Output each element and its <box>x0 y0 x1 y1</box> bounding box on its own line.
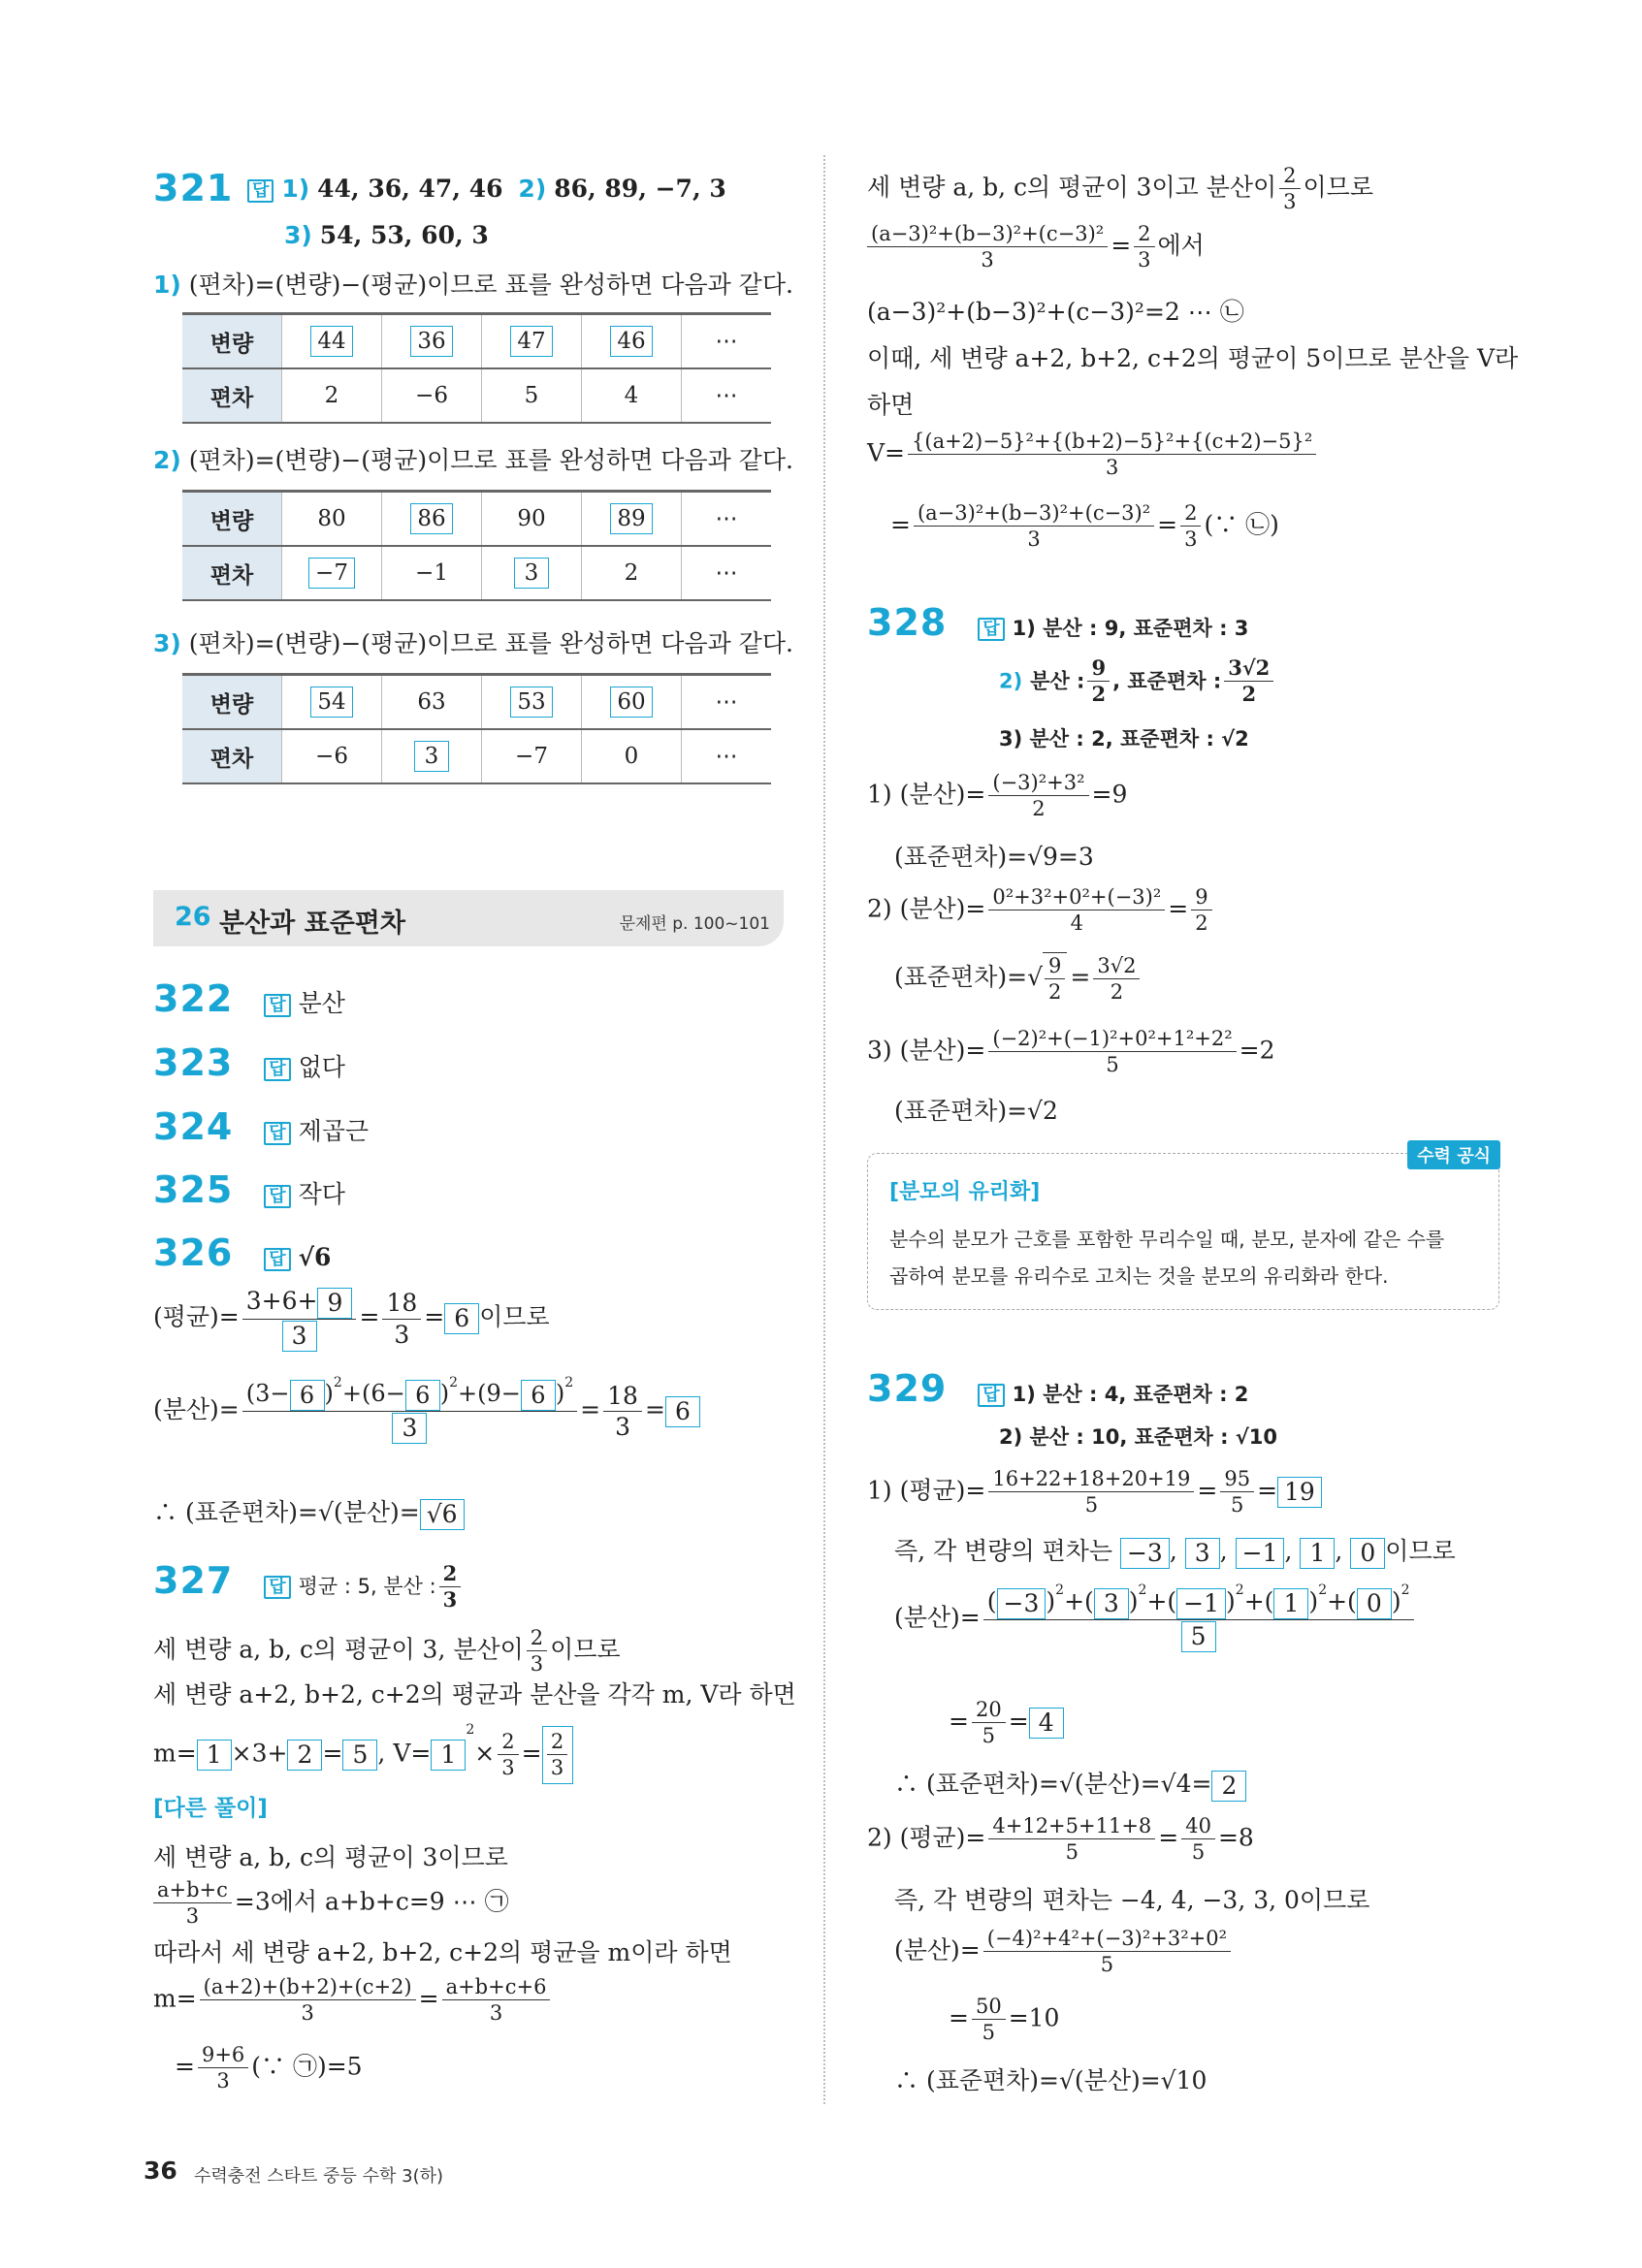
r5-327: 하면 <box>867 391 915 419</box>
page-number: 36 <box>144 2156 177 2185</box>
alt-solution-title: [다른 풀이] <box>153 1796 268 1821</box>
var-result-329: = $\frac{20}{5}$ = 4 <box>949 1697 1064 1749</box>
column-divider <box>823 155 825 2104</box>
answer-2: 86, 89, −7, 3 <box>554 175 726 203</box>
section-header <box>153 890 784 946</box>
formula-badge: 수력 공식 <box>1407 1140 1500 1169</box>
section-ref: 문제편 p. 100~101 <box>619 914 770 934</box>
answer-328-2: 2) 분산 : $\frac{9}{2}$ , 표준편차 : $\frac{3√2}{2}$ <box>999 655 1276 708</box>
alt-line4: m= $\frac{(a+2)+(b+2)+(c+2)}{3}$ = $\frac{a+b+c+6}{3}$ <box>153 1974 553 2027</box>
m2-329: 2) (평균)= $\frac{4+12+5+11+8}{5}$ = $\frac{40}{5}$ =8 <box>867 1814 1254 1865</box>
answer-line-321-3: 3) 54, 53, 60, 3 <box>284 221 489 249</box>
alt-line5: = $\frac{9+6}{3}$ (∵ ㉠)=5 <box>175 2043 363 2093</box>
dev2-329: 즉, 각 변량의 편차는 −4, 4, −3, 3, 0이므로 <box>894 1886 1370 1914</box>
formula-line2: 곱하여 분모를 유리수로 고치는 것을 분모의 유리화라 한다. <box>889 1264 1389 1288</box>
sd-326: ∴ (표준편차)=√(분산)= √6 <box>153 1493 465 1530</box>
line2-327: 세 변량 a+2, b+2, c+2의 평균과 분산을 각각 m, V라 하면 <box>153 1680 796 1709</box>
answer-329: 329 답 1) 분산 : 4, 표준편차 : 2 <box>867 1367 1249 1410</box>
intro-1: 1) (편차)=(변량)−(평균)이므로 표를 완성하면 다음과 같다. <box>153 271 793 299</box>
deviation-table-2: 변량 80 86 90 89 ⋯ 편차 −7 −1 3 2 ⋯ <box>182 490 771 601</box>
section-number: 26 <box>175 902 211 932</box>
formula-line1: 분수의 분모가 근호를 포함한 무리수일 때, 분모, 분자에 같은 수를 <box>889 1228 1445 1251</box>
answer-326: 326 답 √6 <box>153 1231 332 1274</box>
answer-3: 54, 53, 60, 3 <box>319 221 489 249</box>
book-title: 수력충전 스타트 중등 수학 3(하) <box>194 2166 444 2187</box>
answer-line-321: 답 1) 44, 36, 47, 46 2) 86, 89, −7, 3 <box>247 175 726 203</box>
answer-328-3: 3) 분산 : 2, 표준편차 : √2 <box>999 727 1249 751</box>
answer-327: 327 답 평균 : 5, 분산 : $\frac{2}{3}$ <box>153 1559 464 1613</box>
formula-box <box>867 1146 1499 1310</box>
answer-324: 324 답 제곱근 <box>153 1105 370 1148</box>
r6-327: V= $\frac{\text{\{(a+2)−5\}²+\{(b+2)−5\}²+\{(c+2)−5\}²}}{3}$ <box>867 429 1319 481</box>
variance-326: (분산)= $\frac{(3- 6 )^2+(6- 6 )^2+(9- 6 )^2}{3}$ = $\frac{18}{3}$ = 6 <box>153 1379 700 1444</box>
mean-326: (평균)= $\frac{3+6+ 9}{3}$ = $\frac{18}{3}$ = 6 이므로 <box>153 1287 550 1350</box>
line3-327: m= 1 ×3+ 2 = 5 , $V= 1^2\times$ $\frac{2}{3}$ = $\frac{2}{3}$ <box>153 1726 573 1784</box>
intro-3: 3) (편차)=(변량)−(평균)이므로 표를 완성하면 다음과 같다. <box>153 629 793 657</box>
alt-line1: 세 변량 a, b, c의 평균이 3이므로 <box>153 1843 508 1871</box>
r7-327: = $\frac{\text{(a−3)²+(b−3)²+(c−3)²}}{3}$ = $\frac{2}{3}$ (∵ ㉡) <box>890 501 1279 552</box>
problem-number-321: 321 <box>153 167 234 209</box>
s1b-328: (표준편차)=√9=3 <box>894 843 1094 871</box>
sd-329: ∴ (표준편차)=√(분산)=√4= 2 <box>894 1765 1246 1802</box>
alt-line3: 따라서 세 변량 a+2, b+2, c+2의 평균을 m이라 하면 <box>153 1938 732 1966</box>
intro-2: 2) (편차)=(변량)−(평균)이므로 표를 완성하면 다음과 같다. <box>153 446 793 474</box>
deviation-table-1: 변량 44 36 47 46 ⋯ 편차 2 −6 5 4 ⋯ <box>182 312 771 424</box>
deviation-table-3: 변량 54 63 53 60 ⋯ 편차 −6 3 −7 0 ⋯ <box>182 673 771 784</box>
answer-325: 325 답 작다 <box>153 1168 345 1211</box>
dev-329: 즉, 각 변량의 편차는 −3 , 3 , −1 , 1 , 0 이므로 <box>894 1537 1456 1567</box>
s2b-328: (표준편차)=√ $\frac{9}{2}$ = $\frac{3√2}{2}$ <box>894 952 1143 1006</box>
s2-328: 2) (분산)= $\frac{\text{0²+3²+0²+(−3)²}}{4}$ = $\frac{9}{2}$ <box>867 884 1215 937</box>
answer-329-2: 2) 분산 : 10, 표준편차 : √10 <box>999 1425 1278 1449</box>
s3-328: 3) (분산)= $\frac{\text{(−2)²+(−1)²+0²+1²+2²}}{5}$ =2 <box>867 1027 1275 1077</box>
s3b-328: (표준편차)=√2 <box>894 1097 1058 1125</box>
r1-327: 세 변량 a, b, c의 평균이 3이고 분산이 $\frac{2}{3}$ 이므로 <box>867 164 1373 214</box>
s1-328: 1) (분산)= $\frac{\text{(−3)²+3²}}{2}$ =9 <box>867 771 1128 821</box>
answer-tag: 답 <box>247 179 274 203</box>
var2-result-329: = $\frac{50}{5}$ =10 <box>949 1995 1060 2045</box>
formula-title: [분모의 유리화] <box>889 1180 1041 1204</box>
answer-328: 328 답 1) 분산 : 9, 표준편차 : 3 <box>867 601 1249 644</box>
section-title: 분산과 표준편차 <box>219 909 405 939</box>
var-329: (분산)= $\frac{( -3 )^2+( 3 )^2+( -1 )^2+( 1 )^2+( 0 )^2}{5}$ <box>894 1586 1417 1652</box>
sd2-329: ∴ (표준편차)=√(분산)=√10 <box>894 2066 1207 2094</box>
answer-1: 44, 36, 47, 46 <box>317 175 503 203</box>
line1-327: 세 변량 a, b, c의 평균이 3, 분산이 $\frac{2}{3}$ 이므로 <box>153 1626 621 1677</box>
answer-322: 322 답 분산 <box>153 977 345 1020</box>
answer-323: 323 답 없다 <box>153 1041 345 1084</box>
m1-329: 1) (평균)= $\frac{16+22+18+20+19}{5}$ = $\frac{95}{5}$ = 19 <box>867 1466 1322 1518</box>
r3-327: (a−3)²+(b−3)²+(c−3)²=2 ⋯ ㉡ <box>867 298 1244 326</box>
var2-329: (분산)= $\frac{\text{(−4)²+4²+(−3)²+3²+0²}}{5}$ <box>894 1926 1234 1978</box>
r4-327: 이때, 세 변량 a+2, b+2, c+2의 평균이 5이므로 분산을 V라 <box>867 344 1519 372</box>
alt-line2: $\frac{a+b+c}{3}$ =3에서 a+b+c=9 ⋯ ㉠ <box>153 1877 509 1930</box>
r2-327: $\frac{\text{(a−3)²+(b−3)²+(c−3)²}}{3}$ = $\frac{2}{3}$ 에서 <box>867 221 1205 273</box>
